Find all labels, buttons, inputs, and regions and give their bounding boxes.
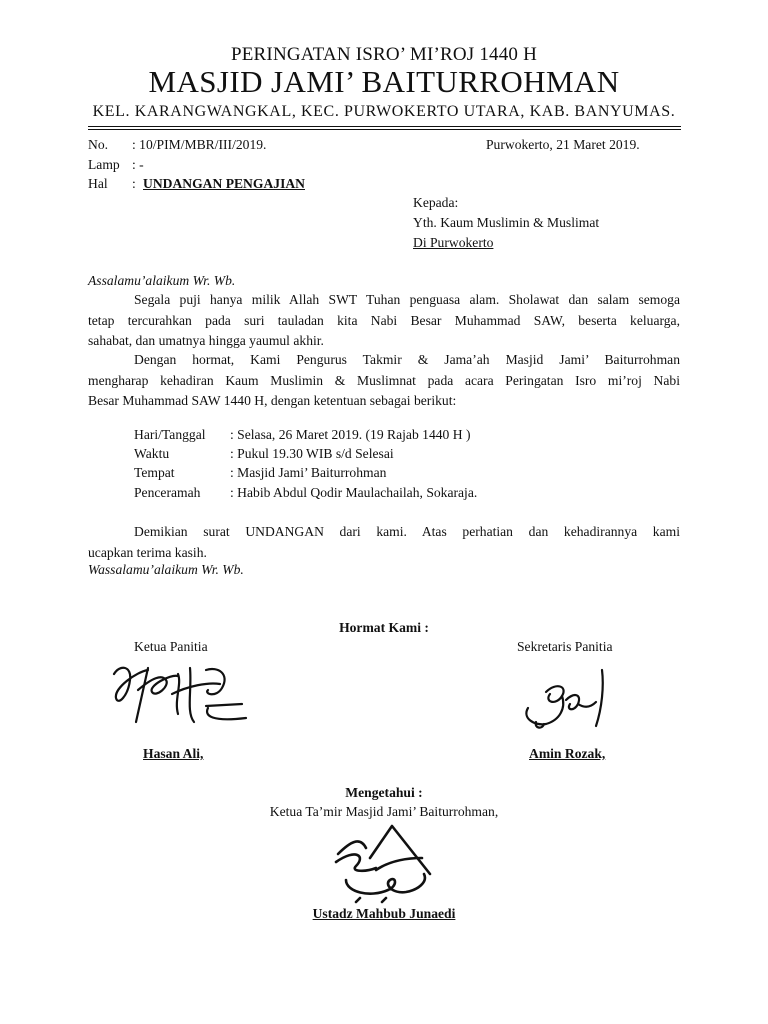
detail-label: Penceramah bbox=[134, 485, 201, 500]
meta-row-lamp bbox=[0, 157, 768, 177]
right-role: Sekretaris Panitia bbox=[517, 639, 613, 654]
recipient-line2: Di Purwokerto bbox=[413, 235, 494, 250]
paragraph-line: Segala puji hanya milik Allah SWT Tuhan penguasa alam. Sholawat dan salam semoga bbox=[134, 292, 680, 307]
lamp-label: Lamp bbox=[88, 157, 120, 172]
no-value: : 10/PIM/MBR/III/2019. bbox=[132, 137, 267, 152]
bottom-role: Ketua Ta’mir Masjid Jami’ Baiturrohman, bbox=[269, 804, 499, 819]
detail-row bbox=[0, 427, 768, 447]
detail-value: : Pukul 19.30 WIB s/d Selesai bbox=[230, 446, 394, 461]
no-label: No. bbox=[88, 137, 109, 152]
detail-label: Hari/Tanggal bbox=[134, 427, 206, 442]
detail-label: Tempat bbox=[134, 465, 175, 480]
left-signature bbox=[108, 660, 258, 740]
recipient-line1: Yth. Kaum Muslimin & Muslimat bbox=[413, 215, 600, 230]
paragraph-invitation bbox=[88, 350, 680, 412]
letterhead-masjid-name: MASJID JAMI’ BAITURROHMAN bbox=[148, 64, 620, 99]
detail-label: Waktu bbox=[134, 446, 170, 461]
detail-row bbox=[0, 465, 768, 485]
right-signature bbox=[516, 664, 620, 740]
paragraph-line: tetap tercurahkan pada suri tauladan kita Nabi Besar Muhammad SAW, beserta keluarga, bbox=[88, 312, 680, 328]
closing-salam: Wassalamu’alaikum Wr. Wb. bbox=[88, 562, 244, 577]
paragraph-opening bbox=[88, 290, 680, 352]
right-signatory-name: Amin Rozak, bbox=[529, 746, 606, 761]
detail-row bbox=[0, 485, 768, 505]
letterhead-rule bbox=[88, 126, 681, 127]
left-signatory-name: Hasan Ali, bbox=[143, 746, 204, 761]
left-role: Ketua Panitia bbox=[134, 639, 208, 654]
bottom-signature bbox=[326, 818, 438, 906]
mengetahui: Mengetahui : bbox=[345, 785, 423, 800]
greeting: Assalamu’alaikum Wr. Wb. bbox=[88, 273, 236, 288]
hormat-kami: Hormat Kami : bbox=[339, 620, 429, 635]
paragraph-line: Besar Muhammad SAW 1440 H, dengan ketentuan sebagai berikut: bbox=[88, 393, 457, 409]
letterhead-address: KEL. KARANGWANGKAL, KEC. PURWOKERTO UTARA, KAB. BANYUMAS. bbox=[92, 103, 676, 120]
paragraph-line: Dengan hormat, Kami Pengurus Takmir & Jama’ah Masjid Jami’ Baiturrohman bbox=[134, 352, 680, 367]
paragraph-line: Demikian surat UNDANGAN dari kami. Atas perhatian dan kehadirannya kami bbox=[134, 524, 680, 539]
place-date: Purwokerto, 21 Maret 2019. bbox=[486, 137, 640, 152]
hal-label: Hal bbox=[88, 176, 108, 191]
meta-row-no bbox=[0, 137, 768, 157]
meta-row-hal bbox=[0, 176, 768, 196]
detail-value: : Selasa, 26 Maret 2019. (19 Rajab 1440 H ) bbox=[230, 427, 471, 442]
letterhead-event: PERINGATAN ISRO’ MI’ROJ 1440 H bbox=[230, 44, 538, 65]
detail-value: : Habib Abdul Qodir Maulachailah, Sokaraja. bbox=[230, 485, 478, 500]
hal-colon: : bbox=[132, 176, 136, 191]
subject-value: UNDANGAN PENGAJIAN bbox=[143, 176, 305, 191]
paragraph-closing bbox=[88, 522, 680, 563]
recipient-to: Kepada: bbox=[413, 195, 459, 210]
paragraph-line: ucapkan terima kasih. bbox=[88, 544, 207, 560]
letterhead-rule-thin bbox=[88, 129, 681, 130]
detail-row bbox=[0, 446, 768, 466]
paragraph-line: sahabat, dan umatnya hingga yaumul akhir. bbox=[88, 333, 324, 349]
bottom-signatory-name: Ustadz Mahbub Junaedi bbox=[312, 906, 456, 921]
detail-value: : Masjid Jami’ Baiturrohman bbox=[230, 465, 387, 480]
paragraph-line: mengharap kehadiran Kaum Muslimin & Muslimnat pada acara Peringatan Isro mi’roj Nabi bbox=[88, 372, 680, 388]
lamp-value: : - bbox=[132, 157, 144, 172]
